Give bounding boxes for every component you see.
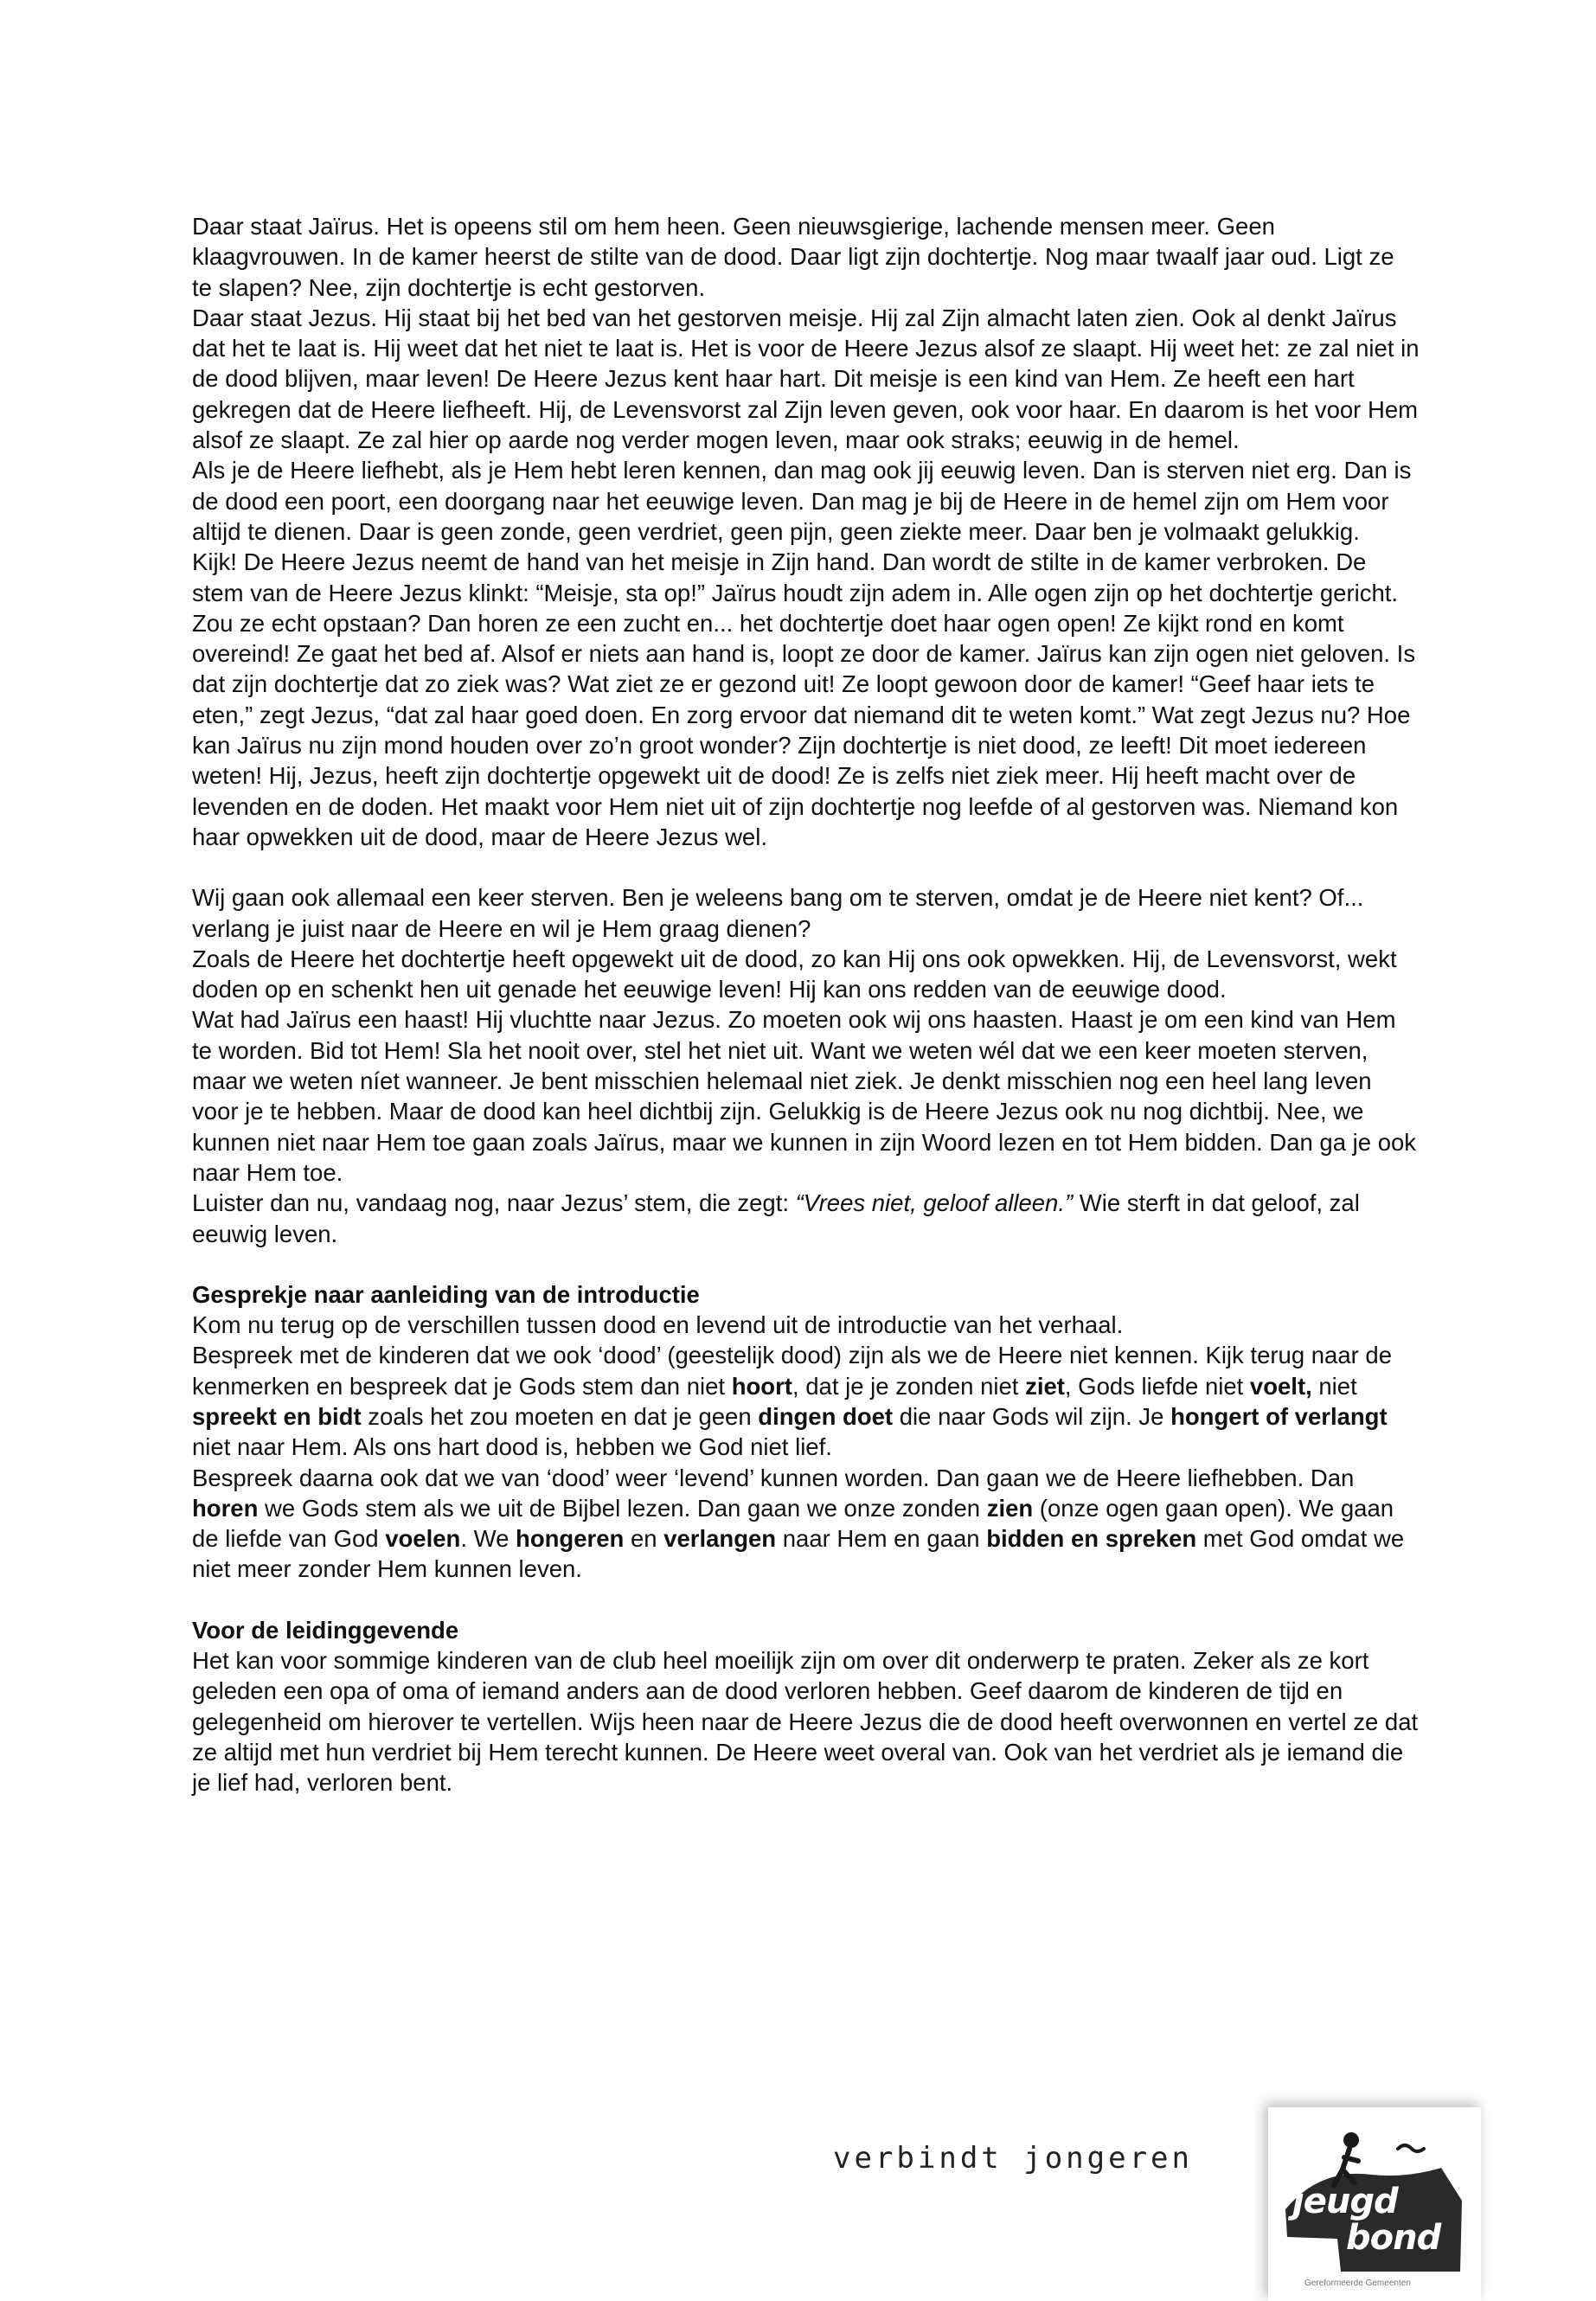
text-run: niet naar Hem. Als ons hart dood is, hebben we God niet lief. bbox=[192, 1433, 832, 1461]
text-run: , dat je je zonden niet bbox=[792, 1372, 1026, 1400]
bold-term: horen bbox=[192, 1494, 259, 1522]
paragraph-leidinggevende: Het kan voor sommige kinderen van de club heel moeilijk zijn om over dit onderwerp te praten. Zeker als ze kort geleden een opa of oma of iemand anders aan de dood verloren hebben. Geef daarom de kinderen de tijd en gelegenheid om hierover te vertellen. Wijs heen naar de Heere Jezus die de dood heeft overwonnen en vertel ze dat ze altijd met hun verdriet bij Hem terecht kunnen. De Heere weet overal van. Ook van het verdriet als je iemand die je lief had, verloren bent. bbox=[192, 1647, 1419, 1797]
logo-word-jeugd: jeugd bbox=[1292, 2182, 1398, 2221]
text-run: zoals het zou moeten en dat je geen bbox=[361, 1402, 759, 1430]
text-run: die naar Gods wil zijn. Je bbox=[893, 1402, 1171, 1430]
paragraph-jairus: Daar staat Jaïrus. Het is opeens stil om hem heen. Geen nieuwsgierige, lachende mensen meer. Geen klaagvrouwen. In de kamer heerst de stilte van de dood. Daar ligt zijn dochtertje. Nog maar twaalf jaar oud. Ligt ze te slapen? Nee, zijn dochtertje is echt gestorven. bbox=[192, 213, 1394, 301]
document-body bbox=[192, 211, 1420, 1798]
paragraph-sterven: Wij gaan ook allemaal een keer sterven. Ben je weleens bang om te sterven, omdat je de Heere niet kent? Of... verlang je juist naar de Heere en wil je Hem graag dienen? bbox=[192, 884, 1364, 942]
paragraph-dood bbox=[192, 1340, 1420, 1462]
bold-term: voelt, bbox=[1249, 1372, 1312, 1400]
text-run: met God omdat we niet meer zonder Hem kunnen leven. bbox=[192, 1525, 1405, 1583]
text-run: , Gods liefde niet bbox=[1064, 1372, 1250, 1400]
bold-term: hoort bbox=[731, 1372, 792, 1400]
paragraph-jezus: Daar staat Jezus. Hij staat bij het bed van het gestorven meisje. Hij zal Zijn almacht laten zien. Ook al denkt Jaïrus dat het te laat is. Hij weet dat het niet te laat is. Het is voor de Heere Jezus alsof ze slaapt. Hij weet het: ze zal niet in de dood blijven, maar leven! De Heere Jezus kent haar hart. Dit meisje is een kind van Hem. Ze heeft een hart gekregen dat de Heere liefheeft. Hij, de Levensvorst zal Zijn leven geven, ook voor haar. En daarom is het voor Hem alsof ze slaapt. Ze zal hier op aarde nog verder mogen leven, maar ook straks; eeuwig in de hemel. bbox=[192, 304, 1420, 454]
paragraph-kijk: Kijk! De Heere Jezus neemt de hand van het meisje in Zijn hand. Dan wordt de stilte in de kamer verbroken. De stem van de Heere Jezus klinkt: “Meisje, sta op!” Jaïrus houdt zijn adem in. Alle ogen zijn op het dochtertje gericht. Zou ze echt opstaan? Dan horen ze een zucht en... het dochtertje doet haar ogen open! Ze kijkt rond en komt overeind! Ze gaat het bed af. Alsof er niets aan hand is, loopt ze door de kamer. Jaïrus kan zijn ogen niet geloven. Is dat zijn dochtertje dat zo ziek was? Wat ziet ze er gezond uit! Ze loopt gewoon door de kamer! “Geef haar iets te eten,” zegt Jezus, “dat zal haar goed doen. En zorg ervoor dat niemand dit te weten komt.” Wat zegt Jezus nu? Hoe kan Jaïrus nu zijn mond houden over zo’n groot wonder? Zijn dochtertje is niet dood, ze leeft! Dit moet iedereen weten! Hij, Jezus, heeft zijn dochtertje opgewekt uit de dood! Ze is zelfs niet ziek meer. Hij heeft macht over de levenden en de doden. Het maakt voor Hem niet uit of zijn dochtertje nog leefde of al gestorven was. Niemand kon haar opwekken uit de dood, maar de Heere Jezus wel. bbox=[192, 548, 1416, 850]
bold-term: zien bbox=[986, 1494, 1034, 1522]
paragraph-levend bbox=[192, 1463, 1420, 1585]
paragraph-opwekken: Zoals de Heere het dochtertje heeft opgewekt uit de dood, zo kan Hij ons ook opwekken. Hij, de Levensvorst, wekt doden op en schenkt hen uit genade het eeuwige leven! Hij kan ons redden van de eeuwige dood. bbox=[192, 945, 1397, 1003]
bold-term: ziet bbox=[1025, 1372, 1065, 1400]
bold-term: bidden en spreken bbox=[986, 1525, 1197, 1553]
text-run: naar Hem en gaan bbox=[776, 1525, 987, 1553]
bold-term: voelen bbox=[385, 1525, 461, 1553]
text-run: Wie sterft in dat geloof, zal eeuwig leven. bbox=[192, 1189, 1360, 1247]
logo-word-bond: bond bbox=[1346, 2218, 1441, 2258]
text-run: Bespreek daarna ook dat we van ‘dood’ weer ‘levend’ kunnen worden. Dan gaan we de Heere liefhebben. Dan bbox=[192, 1464, 1355, 1491]
text-run: en bbox=[624, 1525, 664, 1553]
text-run: Bespreek met de kinderen dat we ook ‘dood’ (geestelijk dood) zijn als we de Heere niet kennen. Kijk terug naar de kenmerken en bespreek dat je Gods stem dan niet bbox=[192, 1342, 1393, 1400]
spacer bbox=[192, 1585, 1420, 1615]
section-heading-gesprekje: Gesprekje naar aanleiding van de introductie bbox=[192, 1280, 700, 1308]
bold-term: dingen doet bbox=[758, 1402, 894, 1430]
jeugdbond-logo bbox=[1268, 2107, 1481, 2301]
paragraph-haast: Wat had Jaïrus een haast! Hij vluchtte naar Jezus. Zo moeten ook wij ons haasten. Haast je om een kind van Hem te worden. Bid tot Hem! Sla het nooit over, stel het niet uit. Want we weten wél dat we een keer moeten sterven, maar we weten níet wanneer. Je bent misschien helemaal niet ziek. Je denkt misschien nog een heel lang leven voor je te hebben. Maar de dood kan heel dichtbij zijn. Gelukkig is de Heere Jezus ook nu nog dichtbij. Nee, we kunnen niet naar Hem toe gaan zoals Jaïrus, maar we kunnen in zijn Woord lezen en tot Hem bidden. Dan ga je ook naar Hem toe. bbox=[192, 1006, 1417, 1186]
text-run: Luister dan nu, vandaag nog, naar Jezus’ stem, die zegt: bbox=[192, 1189, 796, 1217]
spacer bbox=[192, 852, 1420, 882]
spacer bbox=[192, 1249, 1420, 1279]
paragraph-kom-terug: Kom nu terug op de verschillen tussen dood en levend uit de introductie van het verhaal. bbox=[192, 1311, 1124, 1339]
text-run: we Gods stem als we uit de Bijbel lezen. Dan gaan we onze zonden bbox=[258, 1494, 987, 1522]
text-run: (onze ogen gaan open). We gaan de liefde van God bbox=[192, 1494, 1394, 1553]
text-run: . We bbox=[460, 1525, 516, 1553]
bold-term: verlangen bbox=[663, 1525, 777, 1553]
logo-subtitle: Gereformeerde Gemeenten bbox=[1304, 2279, 1411, 2288]
paragraph-eeuwig-leven: Als je de Heere liefhebt, als je Hem hebt leren kennen, dan mag ook jij eeuwig leven. Dan is sterven niet erg. Dan is de dood een poort, een doorgang naar het eeuwige leven. Dan mag je bij de Heere in de hemel zijn om Hem voor altijd te dienen. Daar is geen zonde, geen verdriet, geen pijn, geen ziekte meer. Daar ben je volmaakt gelukkig. bbox=[192, 457, 1412, 545]
footer-tagline: verbindt jongeren bbox=[833, 2141, 1193, 2176]
section-heading-leidinggevende: Voor de leidinggevende bbox=[192, 1616, 459, 1644]
bold-term: hongert of verlangt bbox=[1170, 1402, 1388, 1430]
paragraph-luister bbox=[192, 1188, 1420, 1249]
bold-term: spreekt en bidt bbox=[192, 1402, 362, 1430]
text-run: niet bbox=[1311, 1372, 1357, 1400]
bold-term: hongeren bbox=[516, 1525, 625, 1553]
quote-text: “Vrees niet, geloof alleen.” bbox=[795, 1189, 1074, 1217]
